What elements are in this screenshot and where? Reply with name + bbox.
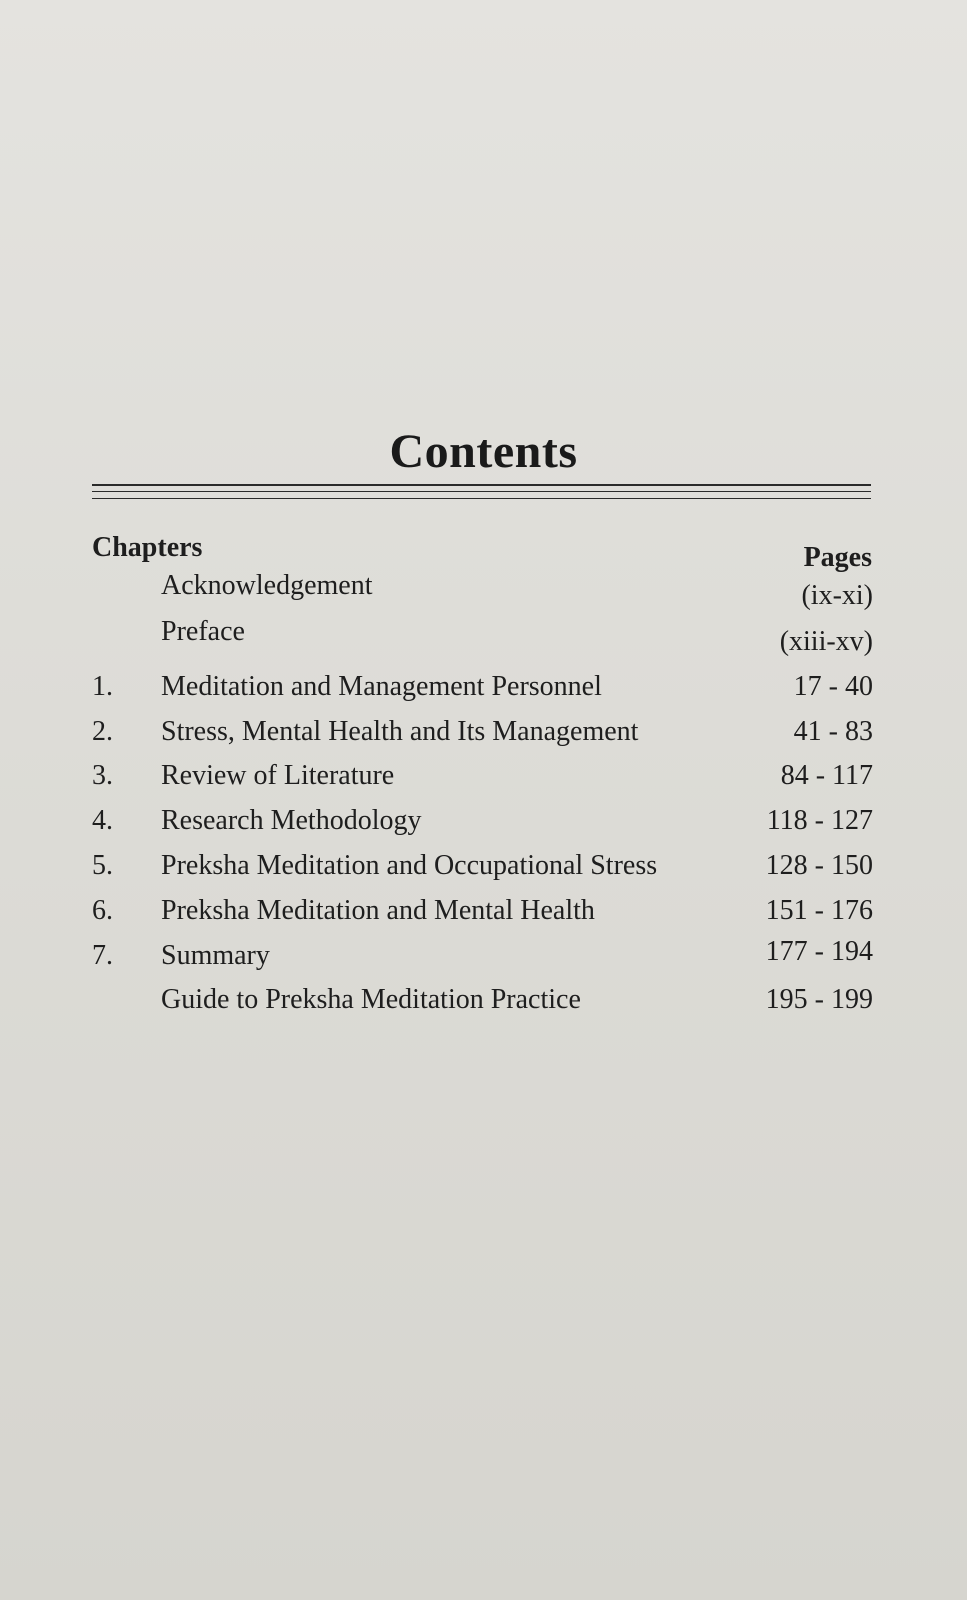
toc-entry (92, 756, 873, 796)
toc-entry-number: 6. (92, 895, 113, 926)
toc-entry-pages: 177 - 194 (765, 936, 873, 967)
toc-entry-number: 2. (92, 716, 113, 747)
toc-entry (92, 936, 873, 976)
toc-entry-title: Guide to Preksha Meditation Practice (161, 984, 581, 1015)
toc-entry-pages: 84 - 117 (780, 760, 873, 791)
toc-entry-title: Acknowledgement (161, 570, 373, 601)
toc-entry-title: Stress, Mental Health and Its Management (161, 716, 639, 747)
toc-entry (92, 846, 873, 886)
toc-entry (92, 801, 873, 841)
toc-entry (92, 891, 873, 931)
page-title: Contents (389, 425, 578, 478)
toc-entry-title: Review of Literature (161, 760, 395, 791)
toc-entry (92, 667, 873, 707)
toc-entry-title: Summary (161, 940, 270, 971)
toc-entry-number: 1. (92, 671, 113, 702)
title-rule-middle (92, 491, 871, 492)
toc-entry-pages: 17 - 40 (793, 671, 873, 702)
toc-entry-pages: 118 - 127 (766, 805, 873, 836)
toc-entry-number: 3. (92, 760, 113, 791)
toc-entry (92, 712, 873, 752)
toc-entry-title: Preksha Meditation and Mental Health (161, 895, 595, 926)
toc-entry (92, 980, 873, 1020)
toc-entry-pages: 41 - 83 (793, 716, 873, 747)
toc-entry-pages: (xiii-xv) (779, 626, 873, 657)
toc-entry-title: Research Methodology (161, 805, 422, 836)
toc-entry-pages: 128 - 150 (765, 850, 873, 881)
toc-entry-title: Preksha Meditation and Occupational Stress (161, 850, 658, 881)
toc-entry (92, 612, 873, 657)
toc-entry-pages: (ix-xi) (801, 580, 873, 611)
toc-entry-number: 7. (92, 940, 113, 971)
toc-entry-pages: 195 - 199 (765, 984, 873, 1015)
toc-entry-title: Meditation and Management Personnel (161, 671, 602, 702)
pages-column-header: Pages (803, 542, 872, 573)
toc-entry-title: Preface (161, 616, 245, 647)
toc-entry-pages: 151 - 176 (765, 895, 873, 926)
toc-entry-number: 5. (92, 850, 113, 881)
toc-entry (92, 566, 873, 611)
title-rule-bottom (92, 498, 871, 499)
chapters-column-header: Chapters (92, 532, 203, 563)
title-rule-top (92, 484, 871, 486)
toc-entry-number: 4. (92, 805, 113, 836)
